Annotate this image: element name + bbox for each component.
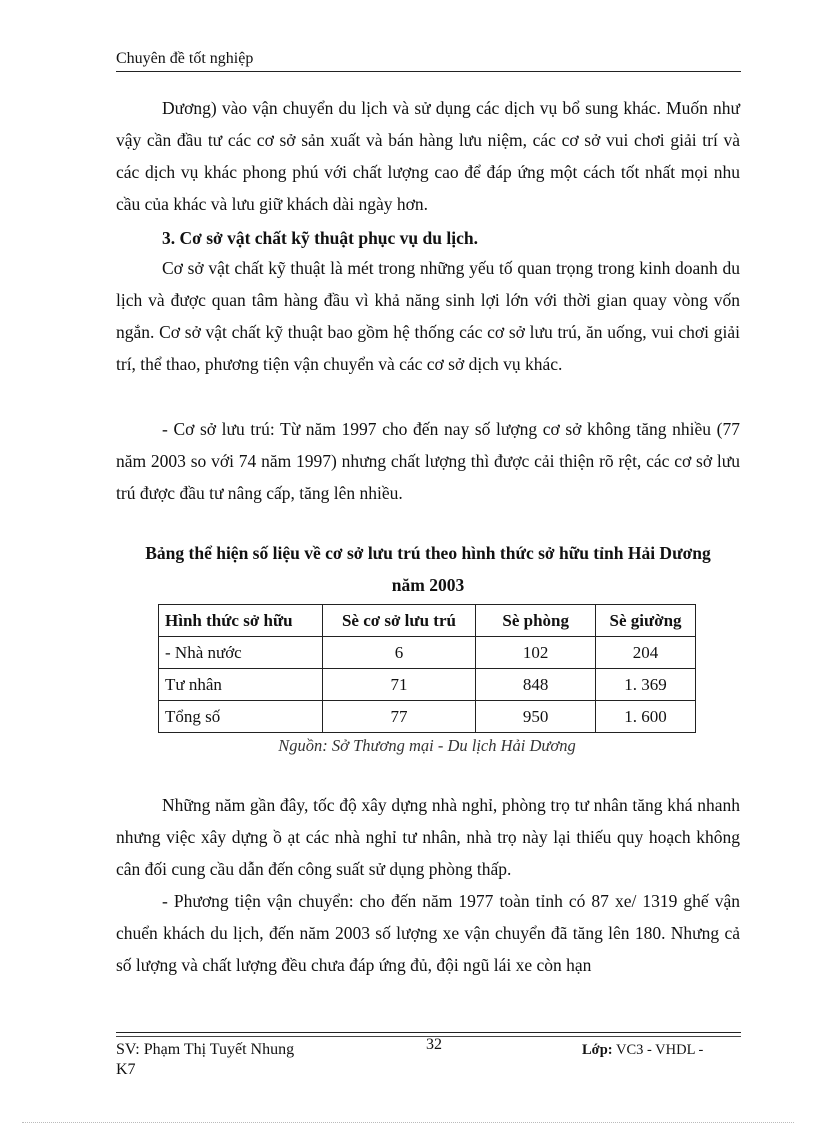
paragraph-intro-continued: Dương) vào vận chuyển du lịch và sử dụng các dịch vụ bổ sung khác. Muốn như vậy cần đầu tư các cơ sở sản xuất và bán hàng lưu niệm, các cơ sở vui chơi giải trí và các dịch vụ khác phong phú với chất lượng cao để đáp ứng một cách tốt nhất mọi nhu cầu của khác và lưu giữ khách dài ngày hơn. <box>116 98 740 214</box>
column-header: Sè cơ sở lưu trú <box>322 605 476 637</box>
page-number: 32 <box>426 1036 442 1053</box>
paragraph-guesthouses: Những năm gần đây, tốc độ xây dựng nhà nghỉ, phòng trọ tư nhân tăng khá nhanh nhưng việc xây dựng ồ ạt các nhà nghỉ tư nhân, nhà trọ này lại thiếu quy hoạch không cân đối cung cầu dẫn đến công suất sử dụng phòng thấp. <box>116 795 740 879</box>
paragraph-accommodation: - Cơ sở lưu trú: Từ năm 1997 cho đến nay số lượng cơ sở không tăng nhiều (77 năm 2003 so với 74 năm 1997) nhưng chất lượng thì được cải thiện rõ rệt, các cơ sở lưu trú được đầu tư nâng cấp, tăng lên nhiều. <box>116 419 740 503</box>
table-header-row <box>159 605 696 637</box>
table-cell: 1. 369 <box>596 669 696 701</box>
table-cell: 77 <box>322 701 476 733</box>
paragraph-facilities: Cơ sở vật chất kỹ thuật là mét trong những yếu tố quan trọng trong kinh doanh du lịch và được quan tâm hàng đầu vì khả năng sinh lợi lớn với thời gian quay vòng vốn ngắn. Cơ sở vật chất kỹ thuật bao gồm hệ thống các cơ sở lưu trú, ăn uống, vui chơi giải trí, thể thao, phương tiện vận chuyển và các cơ sở dịch vụ khác. <box>116 258 740 374</box>
footer-student-cohort: K7 <box>116 1061 136 1078</box>
table-cell: 848 <box>476 669 596 701</box>
accommodation-table <box>158 604 696 733</box>
table-row <box>159 701 696 733</box>
column-header: Hình thức sở hữu <box>159 605 323 637</box>
paragraph-transport: - Phương tiện vận chuyển: cho đến năm 1977 toàn tỉnh có 87 xe/ 1319 ghế vận chuển khách du lịch, đến năm 2003 số lượng xe vận chuyển đã tăng lên 180. Nhưng cả số lượng và chất lượng đều chưa đáp ứng đủ, đội ngũ lái xe còn hạn <box>116 891 740 975</box>
section-heading: 3. Cơ sở vật chất kỹ thuật phục vụ du lịch. <box>162 228 478 248</box>
table-cell: 102 <box>476 637 596 669</box>
table-cell: 204 <box>596 637 696 669</box>
table-row <box>159 637 696 669</box>
table-cell: 6 <box>322 637 476 669</box>
footer-class <box>582 1042 703 1059</box>
header-rule <box>116 71 741 72</box>
column-header: Sè phòng <box>476 605 596 637</box>
table-caption-line2: năm 2003 <box>391 575 465 595</box>
table-cell: - Nhà nước <box>159 637 323 669</box>
table-caption-line1: Bảng thể hiện số liệu về cơ sở lưu trú theo hình thức sở hữu tỉnh Hải Dương <box>145 543 711 563</box>
table-row <box>159 669 696 701</box>
column-header: Sè giường <box>596 605 696 637</box>
footer-class-value: VC3 - VHDL - <box>615 1042 704 1058</box>
table-cell: Tổng số <box>159 701 323 733</box>
table-source-note: Nguồn: Sở Thương mại - Du lịch Hải Dương <box>278 736 576 755</box>
table-cell: 1. 600 <box>596 701 696 733</box>
footer-class-label: Lớp: <box>582 1042 613 1058</box>
footer-student <box>116 1040 294 1080</box>
footer-student-name: SV: Phạm Thị Tuyết Nhung <box>116 1041 295 1058</box>
footer-rule <box>116 1032 741 1033</box>
table-cell: 950 <box>476 701 596 733</box>
table-cell: Tư nhân <box>159 669 323 701</box>
page-header-title: Chuyên đề tốt nghiệp <box>116 50 254 67</box>
table-cell: 71 <box>322 669 476 701</box>
